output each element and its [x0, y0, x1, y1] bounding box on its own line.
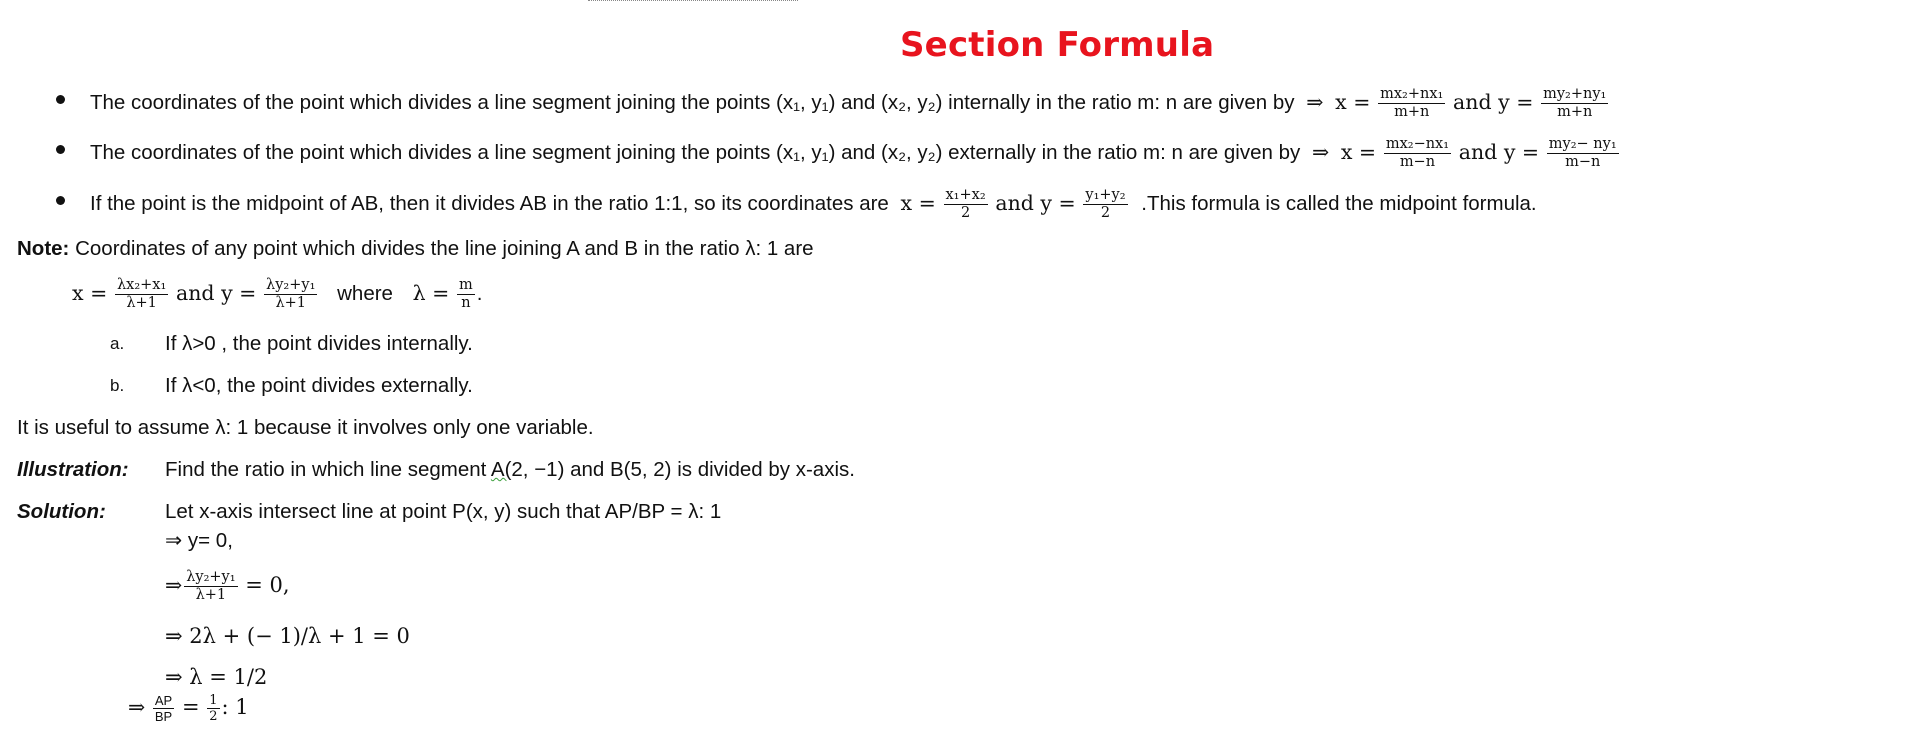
note-text: Coordinates of any point which divides the line joining A and B in the ratio λ: 1 are	[75, 237, 814, 260]
implies-arrow: ⇒	[165, 572, 183, 597]
illustration-text	[165, 457, 855, 483]
spellcheck-squiggle: A(	[490, 458, 512, 481]
case-text: If λ>0 , the point divides internally.	[165, 332, 473, 355]
implies-arrow: ⇒	[128, 694, 146, 719]
where-text: where	[337, 281, 393, 305]
solution-line-6	[128, 693, 249, 724]
and-y-label: and y =	[176, 280, 257, 305]
lambda-label: λ =	[412, 280, 450, 305]
fraction-numerator: AP	[154, 693, 173, 708]
fraction-denominator: 2	[1100, 205, 1111, 221]
x-label: x =	[1335, 89, 1371, 114]
note-formula	[72, 277, 483, 312]
y-fraction	[1083, 187, 1127, 222]
solution-line-1: Let x-axis intersect line at point P(x, y) such that AP/BP = λ: 1	[165, 500, 722, 523]
fraction-denominator: λ+1	[126, 295, 157, 311]
fraction-numerator: λy₂+y₁	[266, 277, 316, 293]
bullet-dot	[56, 196, 65, 205]
fraction-numerator: my₂− ny₁	[1548, 136, 1617, 152]
solution-label: Solution:	[17, 500, 106, 523]
bullet-text: If the point is the midpoint of AB, then it divides AB in the ratio 1:1, so its coordinates are	[90, 191, 889, 215]
x-fraction	[944, 187, 988, 222]
x-fraction	[1378, 86, 1445, 121]
solution-line-3	[165, 569, 290, 604]
fraction-numerator: mx₂−nx₁	[1385, 136, 1450, 152]
case-text: If λ<0, the point divides externally.	[165, 374, 473, 397]
implies-arrow: ⇒	[1311, 139, 1330, 164]
fraction-denominator: λ+1	[275, 295, 307, 311]
equals-sign: =	[181, 694, 200, 719]
y-fraction	[264, 277, 317, 312]
fraction-numerator: λy₂+y₁	[186, 569, 236, 585]
solution-fraction	[184, 569, 237, 604]
illustration-text-pre: Find the ratio in which line segment	[165, 458, 491, 481]
and-y-label: and y =	[1458, 139, 1540, 164]
illustration-label: Illustration:	[17, 458, 129, 481]
lambda-fraction	[457, 277, 475, 312]
fraction-denominator: 2	[960, 205, 971, 221]
and-y-label: and y =	[995, 190, 1076, 215]
x-label: x =	[1340, 139, 1377, 164]
fraction-numerator: mx₂+nx₁	[1380, 86, 1444, 102]
y-fraction	[1541, 86, 1608, 121]
fraction-denominator: n	[461, 295, 471, 311]
midpoint-tail-text: .This formula is called the midpoint formula.	[1141, 191, 1537, 215]
bullet-internal	[90, 86, 1610, 121]
and-y-label: and y =	[1453, 89, 1534, 114]
period: .	[476, 281, 483, 305]
bullet-text: The coordinates of the point which divides a line segment joining the points (x₁, y₁) and (x₂, y₂) externally in the ratio m: n are given by	[90, 140, 1301, 164]
fraction-numerator: my₂+ny₁	[1543, 86, 1607, 102]
y-fraction	[1547, 136, 1619, 171]
bullet-external	[90, 136, 1621, 171]
case-marker: a.	[110, 334, 125, 353]
x-fraction	[1384, 136, 1451, 171]
ap-bp-fraction	[153, 693, 174, 724]
bullet-midpoint	[90, 187, 1537, 222]
fraction-denominator: m+n	[1557, 104, 1593, 120]
fraction-numerator: y₁+y₂	[1085, 187, 1126, 203]
implies-arrow: ⇒	[1306, 89, 1324, 114]
solution-line-5: ⇒ λ = 1/2	[165, 665, 268, 689]
fraction-denominator: m−n	[1399, 154, 1436, 170]
page-title: Section Formula	[900, 25, 1215, 65]
fraction-numerator: m	[459, 277, 473, 293]
case-marker: b.	[110, 376, 125, 395]
fraction-numerator: λx₂+x₁	[116, 277, 167, 293]
bullet-dot	[56, 145, 65, 154]
fraction-denominator: BP	[154, 709, 173, 724]
fraction-denominator: m+n	[1394, 104, 1430, 120]
fraction-denominator: λ+1	[195, 587, 227, 603]
x-label: x =	[900, 190, 936, 215]
solution-line-2: ⇒ y= 0,	[165, 529, 233, 552]
useful-text: It is useful to assume λ: 1 because it involves only one variable.	[17, 416, 594, 439]
equation-tail: = 0,	[245, 572, 290, 597]
illustration-text-post: 2, −1) and B(5, 2) is divided by x-axis.	[511, 458, 855, 481]
fraction-denominator: 2	[209, 709, 218, 724]
solution-line-4: ⇒ 2λ + (− 1)/λ + 1 = 0	[165, 624, 410, 648]
ratio-tail: : 1	[221, 694, 249, 719]
note-label: Note:	[17, 237, 70, 260]
x-label: x =	[72, 280, 108, 305]
bullet-dot	[56, 95, 65, 104]
fraction-numerator: x₁+x₂	[945, 187, 986, 203]
note-line	[17, 236, 814, 262]
x-fraction	[115, 277, 168, 312]
fraction-denominator: m−n	[1565, 154, 1601, 170]
bullet-text: The coordinates of the point which divides a line segment joining the points (x₁, y₁) and (x₂, y₂) internally in the ratio m: n are given by	[90, 90, 1295, 114]
top-artifact-line	[588, 0, 798, 5]
half-fraction	[207, 693, 219, 724]
fraction-numerator: 1	[209, 693, 218, 708]
